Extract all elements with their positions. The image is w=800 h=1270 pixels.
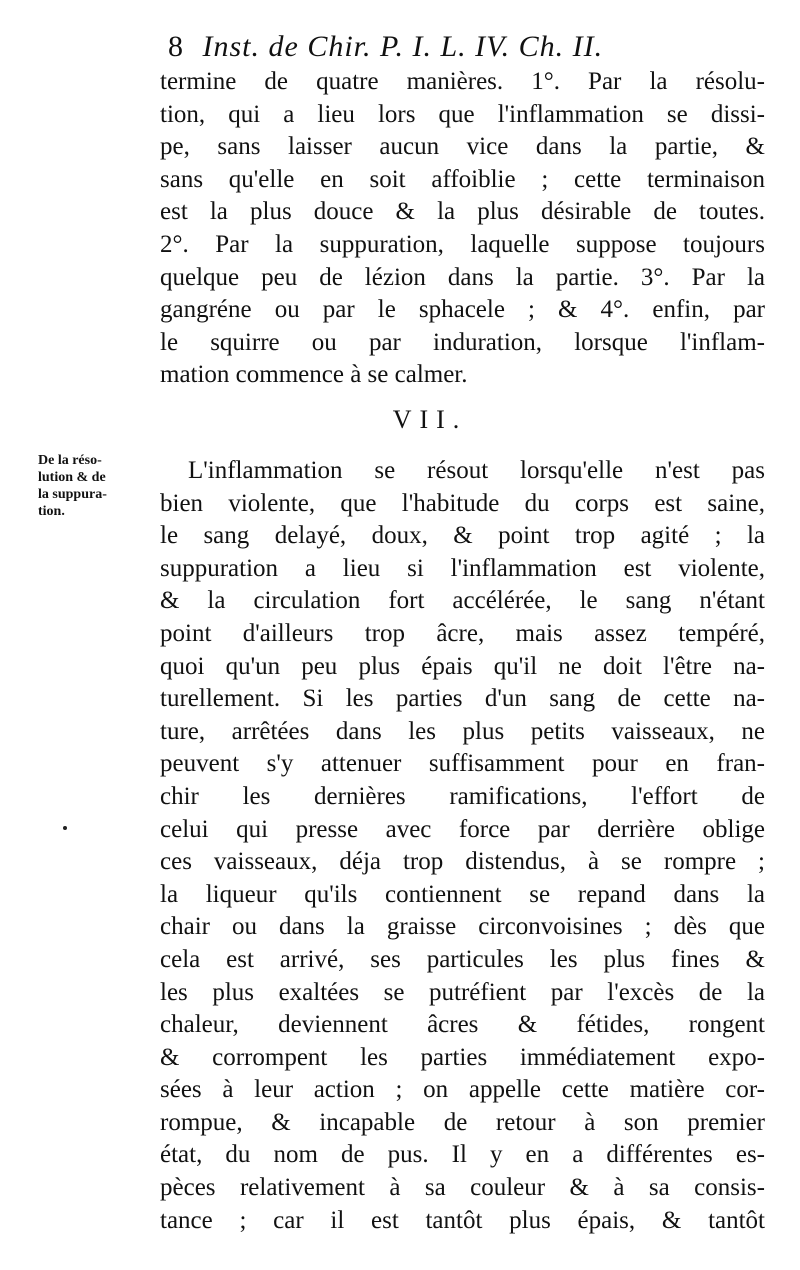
margin-note-line: De la réso- <box>38 453 102 468</box>
text-line: ces vaisseaux, déja trop distendus, à se rompre ; <box>160 848 765 876</box>
text-line: chir les dernières ramifications, l'effort de <box>160 782 765 810</box>
text-line: celui qui presse avec force par derrière oblige <box>160 815 765 843</box>
section-paragraph <box>160 455 765 1237</box>
section-heading: VII. <box>392 405 468 434</box>
running-header <box>168 30 603 64</box>
text-line: état, du nom de pus. Il y en a différentes es- <box>160 1141 765 1169</box>
text-line: pe, sans laisser aucun vice dans la partie, & <box>160 133 765 161</box>
text-line: quoi qu'un peu plus épais qu'il ne doit l'être na- <box>160 652 765 680</box>
text-line: & la circulation fort accélérée, le sang n'étant <box>160 587 765 615</box>
text-line: ture, arrêtées dans les plus petits vaisseaux, ne <box>160 717 765 745</box>
paragraph-continuation <box>160 66 765 392</box>
text-line: est la plus douce & la plus désirable de toutes. <box>160 198 765 226</box>
text-line: sées à leur action ; on appelle cette matière cor- <box>160 1076 765 1104</box>
text-line: le squirre ou par induration, lorsque l'inflam- <box>160 328 765 356</box>
text-line: sans qu'elle en soit affoiblie ; cette terminaison <box>160 165 765 193</box>
text-line: le sang delayé, doux, & point trop agité ; la <box>160 522 765 550</box>
text-line: quelque peu de lézion dans la partie. 3°. Par la <box>160 263 765 291</box>
text-line: peuvent s'y attenuer suffisamment pour en fran- <box>160 750 765 778</box>
text-line: les plus exaltées se putréfient par l'excès de la <box>160 978 765 1006</box>
margin-note-line: tion. <box>38 504 65 519</box>
text-line: point d'ailleurs trop âcre, mais assez tempéré, <box>160 619 765 647</box>
text-line: suppuration a lieu si l'inflammation est violente, <box>160 554 765 582</box>
text-line: cela est arrivé, ses particules les plus fines & <box>160 945 765 973</box>
text-line: pèces relativement à sa couleur & à sa consis- <box>160 1174 765 1202</box>
text-line: tion, qui a lieu lors que l'inflammation se dissi- <box>160 100 765 128</box>
text-line: L'inflammation se résout lorsqu'elle n'est pas <box>188 457 765 484</box>
text-line: gangréne ou par le sphacele ; & 4°. enfin, par <box>160 296 765 324</box>
running-title: Inst. de Chir. P. I. L. IV. Ch. II. <box>202 30 604 63</box>
text-line: chair ou dans la graisse circonvoisines ; dès que <box>160 913 765 941</box>
margin-note-line: la suppura- <box>38 487 107 502</box>
text-line: bien violente, que l'habitude du corps est saine, <box>160 489 765 517</box>
text-line: 2°. Par la suppuration, laquelle suppose toujours <box>160 230 765 258</box>
text-line: tance ; car il est tantôt plus épais, & tantôt <box>160 1206 765 1234</box>
text-line: la liqueur qu'ils contiennent se repand dans la <box>160 880 765 908</box>
text-line: termine de quatre manières. 1°. Par la résolu- <box>160 68 765 95</box>
text-line: & corrompent les parties immédiatement expo- <box>160 1043 765 1071</box>
margin-note-line: lution & de <box>38 470 106 485</box>
text-line: chaleur, deviennent âcres & fétides, rongent <box>160 1011 765 1039</box>
text-line: turellement. Si les parties d'un sang de cette na- <box>160 685 765 713</box>
text-line: rompue, & incapable de retour à son premier <box>160 1108 765 1136</box>
margin-note <box>38 452 154 520</box>
text-line: mation commence à se calmer. <box>160 361 468 389</box>
ink-dot <box>63 826 67 830</box>
page-number: 8 <box>168 30 184 63</box>
